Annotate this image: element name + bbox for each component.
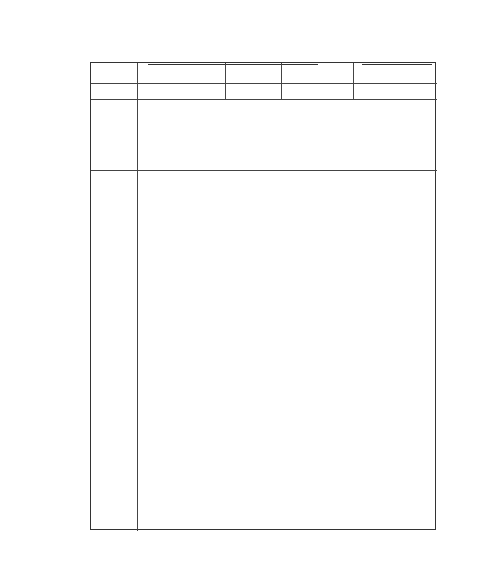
expected-count-label bbox=[93, 84, 137, 99]
col-divider bbox=[137, 63, 138, 531]
row-divider bbox=[91, 170, 437, 171]
meeting-time-label bbox=[93, 65, 137, 81]
col-divider bbox=[353, 63, 354, 99]
col-divider bbox=[281, 63, 282, 99]
row-divider bbox=[91, 83, 437, 84]
row-divider bbox=[91, 99, 437, 100]
record-table bbox=[90, 62, 436, 530]
col-divider bbox=[225, 63, 226, 99]
